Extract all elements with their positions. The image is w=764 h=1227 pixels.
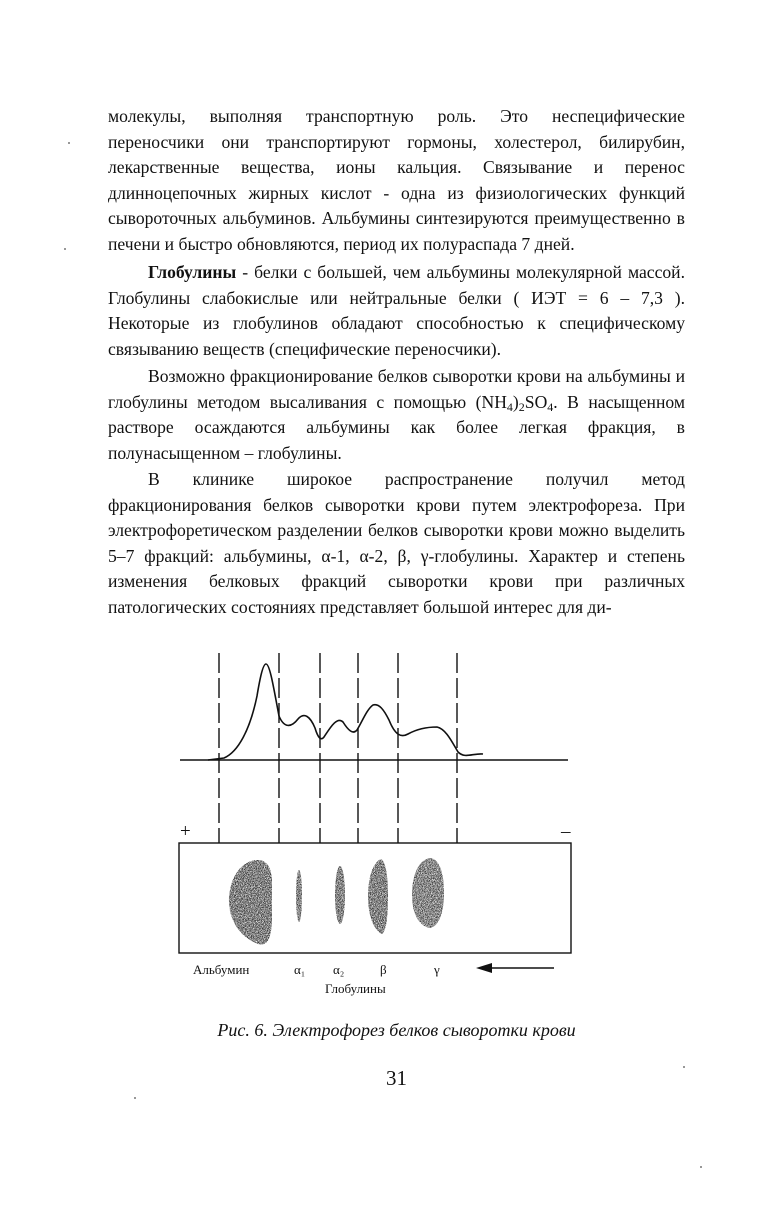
paragraph-text: . В насыщенном растворе осаждаются альбумины как более легкая фракция, в полунасыщенном – глобулины.: [108, 391, 685, 463]
paragraph-text: молекулы, выполняя транспортную роль. Это неспецифические переносчики они транспортируют гормоны, холестерол, билирубин, лекарственные вещества, ионы кальция. Связывание и перенос длинноцепочных жирных кислот - одна из физиологических функций сывороточных альбуминов. Альбумины синтезируются преимущественно в печени и быстро обновляются, период их полураспада 7 дней.: [108, 106, 685, 254]
paragraph-text: - белки с большей, чем альбумины молекулярной массой. Глобулины слабокислые или нейтральные белки ( ИЭТ = 6 – 7,3 ). Некоторые из глобулинов обладают способностью к специфическому связыванию веществ (специфические переносчики).: [108, 262, 685, 359]
scan-speck: [68, 142, 70, 144]
alpha1-band: [296, 870, 302, 922]
alpha2-band: [335, 866, 345, 924]
scan-speck: [700, 1166, 702, 1168]
page-number: 31: [386, 1066, 407, 1090]
label-alpha2: α₂: [333, 962, 345, 977]
subscript: 2: [518, 399, 525, 414]
label-alpha1: α₁: [294, 962, 306, 977]
paragraph-text: ): [512, 391, 519, 412]
term-globulins: Глобулины: [148, 262, 237, 282]
plus-sign: +: [180, 821, 191, 842]
subscript: 4: [506, 399, 513, 414]
densitogram-curve: [208, 664, 483, 760]
subscript: 4: [547, 399, 554, 414]
migration-arrow-icon: [476, 963, 554, 973]
scan-speck: [64, 248, 66, 250]
paragraph-text: Возможно фракционирование белков сыворотки крови на альбумины и глобулины методом высаливания с помощью (NH: [108, 366, 685, 412]
minus-sign: –: [561, 821, 571, 842]
label-globulins: Глобулины: [325, 981, 386, 996]
scan-speck: [134, 1097, 136, 1099]
paragraph-text: SO: [524, 391, 548, 412]
label-gamma: γ: [434, 962, 440, 977]
scan-speck: [683, 1066, 685, 1068]
label-albumin: Альбумин: [193, 962, 250, 977]
paragraph-text: В клинике широкое распространение получил метод фракционирования белков сыворотки крови путем электрофореза. При электрофоретическом разделении белков сыворотки крови можно выделить 5–7 фракций: альбумины, α-1, α-2, β, γ-глобулины. Характер и степень изменения белковых фракций сыворотки крови при различных патологических состояниях представляет большой интерес для ди-: [108, 469, 685, 617]
label-beta: β: [380, 962, 387, 977]
figure-caption: Рис. 6. Электрофорез белков сыворотки крови: [217, 1020, 576, 1040]
